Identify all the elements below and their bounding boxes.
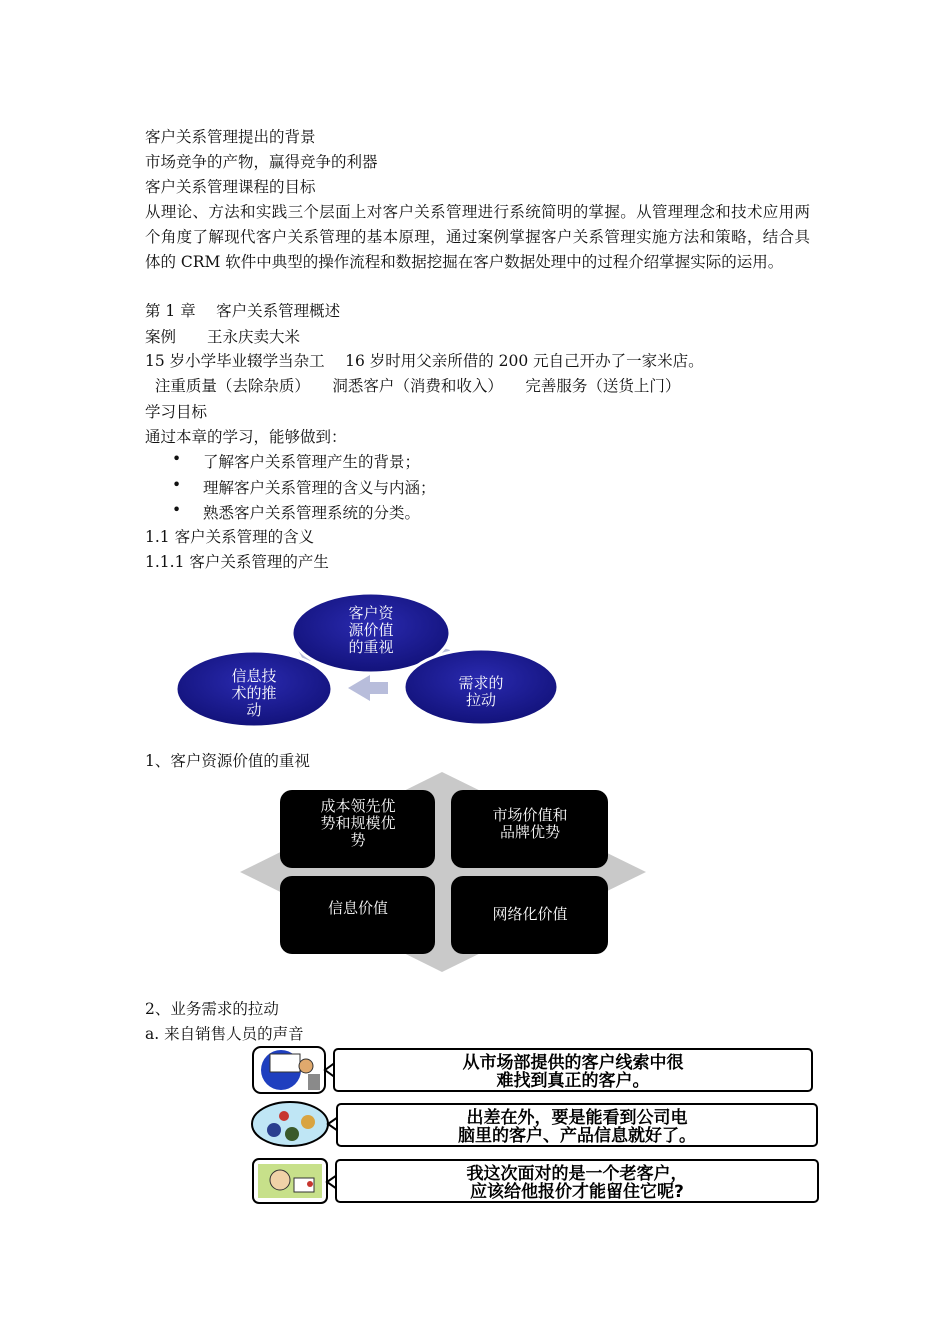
bullet-item: 了解客户关系管理产生的背景；: [203, 453, 421, 471]
cycle-arrow-left: [348, 675, 388, 701]
quote-3-line-2: 应该给他报价才能留住它呢?: [470, 1182, 684, 1202]
quote-2-line-1: 出差在外，要是能看到公司电: [466, 1108, 688, 1128]
matrix-top-left-label-3: 势: [350, 831, 366, 849]
quote-3-line-1: 我这次面对的是一个老客户，: [466, 1164, 688, 1184]
cycle-top-label-1: 客户资: [348, 604, 394, 622]
chapter-title: 第 1 章 客户关系管理概述: [145, 302, 341, 320]
quote-row-1: [253, 1047, 812, 1093]
item-1-heading: 1、客户资源价值的重视: [145, 752, 310, 770]
cycle-left-label-3: 动: [246, 701, 262, 719]
item-2-heading: 2、业务需求的拉动: [145, 1000, 279, 1018]
matrix-top-left-label-1: 成本领先优: [320, 797, 396, 815]
goals-intro: 通过本章的学习，能够做到：: [145, 428, 347, 446]
cycle-left-label-1: 信息技: [231, 667, 277, 685]
matrix-bottom-left-label: 信息价值: [327, 899, 389, 917]
heading-course-goal: 客户关系管理课程的目标: [145, 178, 316, 196]
cycle-left-label-2: 术的推: [231, 684, 277, 702]
bullet-marker: •: [172, 476, 182, 494]
item-a-heading: a. 来自销售人员的声音: [145, 1025, 304, 1043]
matrix-top-left-label-2: 势和规模优: [320, 814, 396, 832]
case-title: 案例 王永庆卖大米: [145, 328, 301, 346]
cycle-top-label-2: 源价值: [348, 621, 394, 639]
bullet-item: 熟悉客户关系管理系统的分类。: [203, 504, 421, 522]
quote-1-line-2: 难找到真正的客户。: [496, 1071, 650, 1091]
case-points: 注重质量（去除杂质） 洞悉客户（消费和收入） 完善服务（送货上门）: [145, 377, 681, 395]
cycle-top-label-3: 的重视: [348, 638, 394, 656]
bullet-item: 理解客户关系管理的含义与内涵；: [203, 479, 436, 497]
quote-2-line-2: 脑里的客户、产品信息就好了。: [458, 1126, 696, 1146]
section-1-1: 1.1 客户关系管理的含义: [145, 528, 315, 546]
matrix-top-right-label-2: 品牌优势: [499, 823, 561, 841]
cycle-right-label-2: 拉动: [465, 691, 497, 709]
sales-voices-illustration: [250, 1044, 825, 1206]
paragraph-course-goal: 从理论、方法和实践三个层面上对客户关系管理进行系统简明的掌握。从管理理念和技术应用两个角度了解现代客户关系管理的基本原理，通过案例掌握客户关系管理实施方法和策略，结合具体的 CRM 软件中典型的操作流程和数据挖掘在客户数据处理中的过程介绍掌握实际的运用。: [145, 203, 810, 271]
quote-row-3: [253, 1159, 818, 1203]
heading-background: 客户关系管理提出的背景: [145, 128, 316, 146]
cycle-diagram: [170, 592, 565, 727]
matrix-bottom-right-label: 网络化价值: [492, 905, 568, 923]
cycle-right-label-1: 需求的: [458, 674, 504, 692]
bullet-marker: •: [172, 501, 182, 519]
text-background-summary: 市场竞争的产物，赢得竞争的利器: [145, 153, 378, 171]
goals-title: 学习目标: [145, 403, 208, 421]
bullet-marker: •: [172, 450, 182, 468]
matrix-diagram: [238, 770, 650, 975]
matrix-top-right-label-1: 市场价值和: [492, 806, 568, 824]
quote-row-2: [252, 1102, 817, 1146]
section-1-1-1: 1.1.1 客户关系管理的产生: [145, 553, 329, 571]
case-detail: 15 岁小学毕业辍学当杂工 16 岁时用父亲所借的 200 元自己开办了一家米店。: [145, 352, 704, 370]
quote-1-line-1: 从市场部提供的客户线索中很: [462, 1053, 684, 1073]
